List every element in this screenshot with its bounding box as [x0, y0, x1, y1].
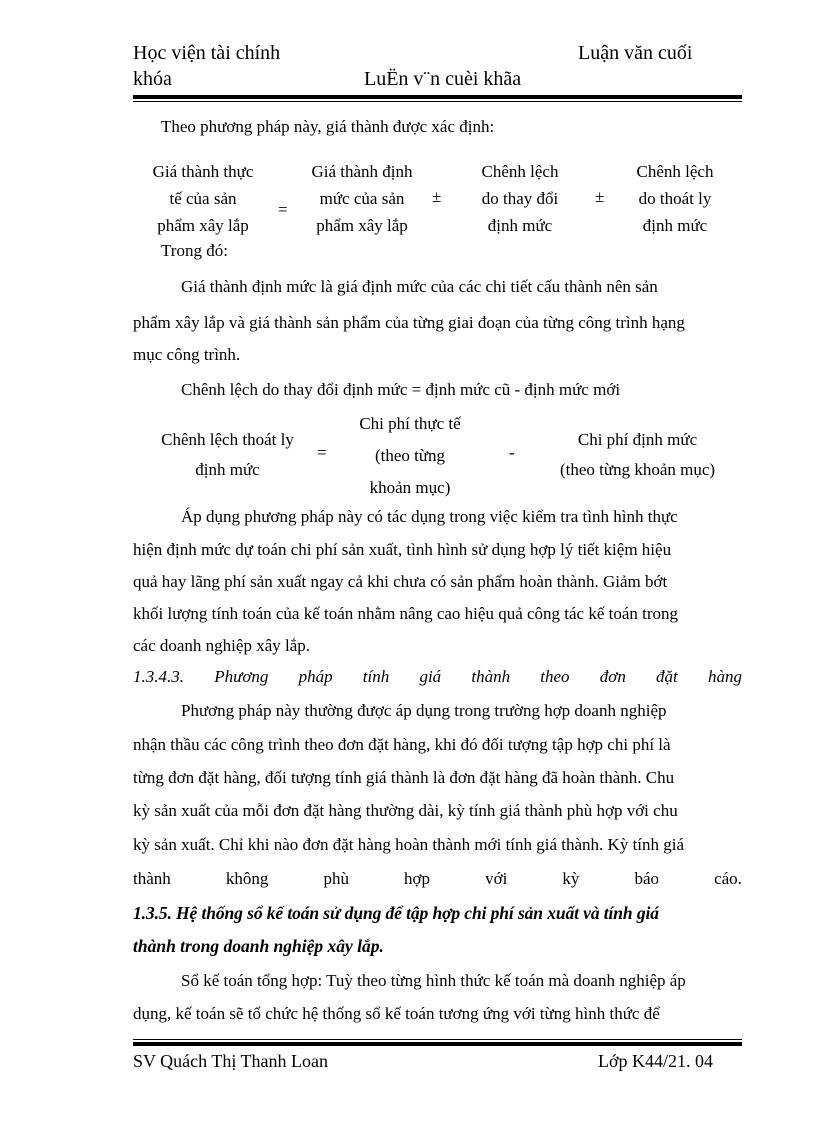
para2-line4: khối lượng tính toán của kế toán nhằm nâng cao hiệu quả công tác kế toán trong: [133, 604, 679, 623]
footer-rule-thin: [133, 1039, 742, 1040]
heading-1343-word: tính: [362, 667, 390, 686]
heading-1343-word: thành: [471, 667, 511, 686]
para1-line3: mục công trình.: [133, 345, 241, 364]
para3-line3: từng đơn đặt hàng, đối tượng tính giá thành là đơn đặt hàng đã hoàn thành. Chu: [133, 768, 675, 787]
heading-1343-word: pháp: [298, 667, 333, 686]
para3-word: phù: [323, 869, 349, 888]
formula1-term3: Chênh lệch do thay đổi định mức: [481, 162, 559, 235]
heading-1343-word: giá: [419, 667, 442, 686]
formula2-left: Chênh lệch thoát ly định mức: [161, 430, 294, 479]
para4-line1: Sổ kế toán tổng hợp: Tuỳ theo từng hình thức kế toán mà doanh nghiệp áp: [181, 971, 686, 990]
header-khoa: khóa: [133, 68, 172, 90]
para1-line2: phẩm xây lắp và giá thành sản phẩm của từng giai đoạn của từng công trình hạng: [133, 313, 685, 332]
formula2-right: Chi phí định mức (theo từng khoản mục): [559, 430, 716, 479]
formula2-equals: =: [317, 443, 327, 462]
footer-class: Lớp K44/21. 04: [598, 1051, 714, 1071]
para2-line5: các doanh nghiệp xây lắp.: [133, 636, 311, 655]
para3-word: kỳ: [562, 869, 580, 888]
formula1-term2: Giá thành định mức của sản phẩm xây lắp: [311, 162, 413, 235]
heading-1343-word: hàng: [707, 667, 742, 686]
formula2-minus: -: [509, 443, 515, 462]
para1-line1: Giá thành định mức là giá định mức của các chi tiết cấu thành nên sản: [181, 277, 658, 296]
header-thesis: Luận văn cuối: [578, 42, 693, 64]
heading-1343-word: đặt: [656, 667, 678, 686]
formula1-term4: Chênh lệch do thoát ly định mức: [636, 162, 714, 235]
heading-1343-word: theo: [540, 667, 570, 686]
trong-do-label: Trong đó:: [161, 241, 228, 260]
formula-diff: Chênh lệch do thay đổi định mức = định mức cũ - định mức mới: [181, 380, 621, 399]
header-rule-thin: [133, 101, 742, 102]
header-garbled-title: LuËn v¨n cuèi khãa: [364, 68, 522, 90]
formula1-equals: =: [278, 200, 288, 219]
heading-1343-word: đơn: [599, 667, 626, 686]
footer-rule-thick: [133, 1042, 742, 1046]
para2-line1: Áp dụng phương pháp này có tác dụng trong việc kiểm tra tình hình thực: [181, 507, 678, 526]
para2-line3: quả hay lãng phí sản xuất ngay cả khi chưa có sản phẩm hoàn thành. Giảm bớt: [133, 572, 668, 591]
formula2-mid: Chi phí thực tế (theo từng khoản mục): [359, 414, 461, 497]
para3-word: cáo.: [714, 869, 742, 888]
header-school: Học viện tài chính: [133, 42, 281, 64]
formula1-plusminus-2: ±: [595, 187, 605, 206]
heading-135-line2: thành trong doanh nghiệp xây lắp.: [133, 936, 384, 956]
para3-word: báo: [634, 869, 660, 888]
formula1-term1: Giá thành thực tế của sản phẩm xây lắp: [152, 162, 254, 235]
header-rule-thick: [133, 95, 742, 99]
para3-line5: kỳ sản xuất. Chỉ khi nào đơn đặt hàng hoàn thành mới tính giá thành. Kỳ tính giá: [133, 835, 685, 854]
heading-1343: [133, 667, 742, 687]
formula1-plusminus-1: ±: [432, 187, 442, 206]
para3-line2: nhận thầu các công trình theo đơn đặt hàng, khi đó đối tượng tập hợp chi phí là: [133, 735, 671, 754]
para3-word: với: [485, 869, 508, 888]
heading-135-line1: 1.3.5. Hệ thống sổ kế toán sử dụng để tập hợp chi phí sản xuất và tính giá: [133, 903, 659, 923]
para3-line4: kỳ sản xuất của mỗi đơn đặt hàng thường dài, kỳ tính giá thành phù hợp với chu: [133, 801, 678, 820]
para2-line2: hiện định mức dự toán chi phí sản xuất, tình hình sử dụng hợp lý tiết kiệm hiệu: [133, 540, 672, 559]
footer-student: SV Quách Thị Thanh Loan: [133, 1051, 328, 1071]
para3-word: thành: [133, 869, 171, 888]
para3-line6: [133, 869, 742, 889]
heading-1343-word: 1.3.4.3.: [133, 667, 184, 686]
para4-line2: dụng, kế toán sẽ tổ chức hệ thống sổ kế toán tương ứng với từng hình thức để: [133, 1004, 660, 1023]
para3-word: hợp: [404, 869, 431, 888]
heading-1343-word: Phương: [214, 667, 269, 686]
intro-text: Theo phương pháp này, giá thành được xác định:: [161, 117, 495, 136]
para3-line1: Phương pháp này thường được áp dụng trong trường hợp doanh nghiệp: [181, 701, 667, 720]
para3-word: không: [225, 869, 269, 888]
